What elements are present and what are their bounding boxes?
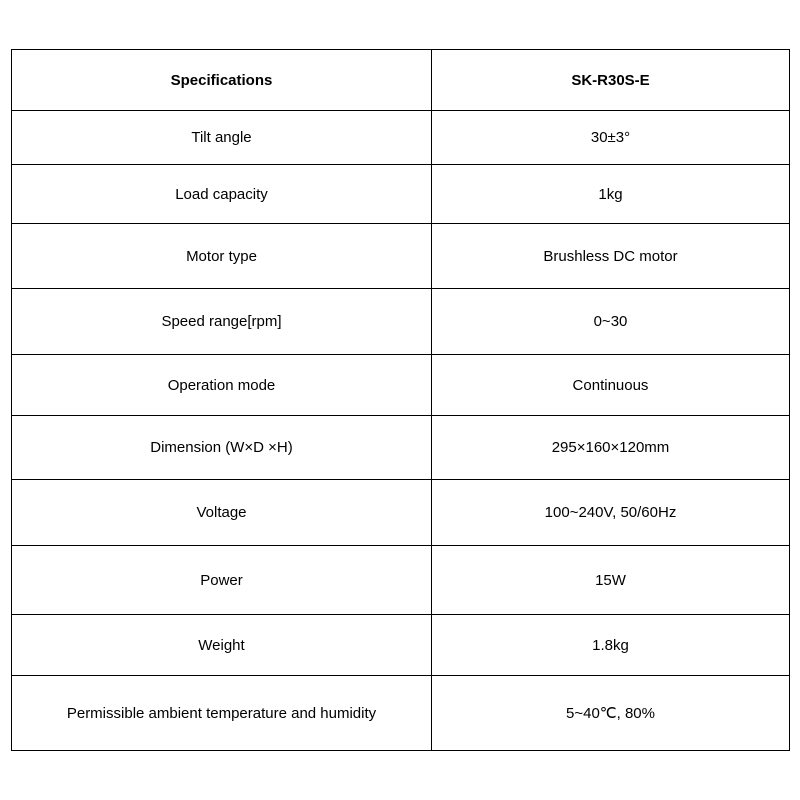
spec-label: Dimension (W×D ×H) [12, 416, 432, 480]
spec-value: 15W [432, 546, 790, 615]
table-row [12, 615, 790, 676]
spec-label: Motor type [12, 224, 432, 289]
table-row [12, 546, 790, 615]
header-specifications: Specifications [12, 50, 432, 111]
spec-value: 5~40℃, 80% [432, 676, 790, 751]
spec-value: 30±3° [432, 111, 790, 165]
spec-label: Power [12, 546, 432, 615]
spec-value: 1.8kg [432, 615, 790, 676]
table-row [12, 165, 790, 224]
table-row [12, 111, 790, 165]
header-model: SK-R30S-E [432, 50, 790, 111]
table-row [12, 355, 790, 416]
spec-value: 0~30 [432, 289, 790, 355]
table-row [12, 224, 790, 289]
spec-value: 295×160×120mm [432, 416, 790, 480]
spec-label: Load capacity [12, 165, 432, 224]
spec-value: Brushless DC motor [432, 224, 790, 289]
spec-label: Weight [12, 615, 432, 676]
table-row [12, 480, 790, 546]
table-row [12, 676, 790, 751]
spec-label: Voltage [12, 480, 432, 546]
specification-table [11, 49, 790, 751]
table-row [12, 289, 790, 355]
table-header-row [12, 50, 790, 111]
spec-label: Permissible ambient temperature and humidity [12, 676, 432, 751]
spec-label: Tilt angle [12, 111, 432, 165]
spec-value: Continuous [432, 355, 790, 416]
spec-value: 1kg [432, 165, 790, 224]
spec-value: 100~240V, 50/60Hz [432, 480, 790, 546]
table-row [12, 416, 790, 480]
spec-label: Speed range[rpm] [12, 289, 432, 355]
spec-label: Operation mode [12, 355, 432, 416]
